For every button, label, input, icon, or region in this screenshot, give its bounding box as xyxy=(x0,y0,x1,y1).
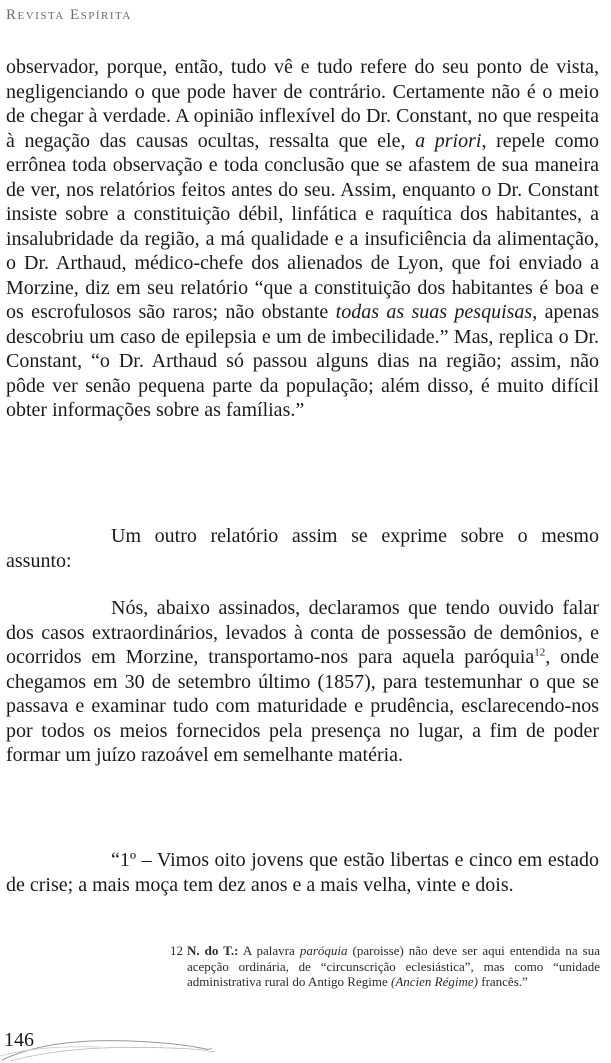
footnote-reference-12[interactable]: 12 xyxy=(534,646,546,659)
page-number: 146 xyxy=(4,1029,34,1051)
footnote xyxy=(170,943,600,990)
paragraph-4: “1º – Vimos oito jovens que estão libertas e cinco em estado de crise; a mais moça tem dez anos e a mais velha, vinte e dois. xyxy=(6,849,599,896)
footnote-text xyxy=(187,943,600,990)
paragraph-3-part-a: Nós, abaixo assinados, declaramos que tendo ouvido falar dos casos extraordinários, levados à conta de possessão de demônios, e ocorridos em Morzine, transportamo-nos para aquela paróquia xyxy=(6,597,599,668)
footnote-part-a: A palavra xyxy=(238,943,300,958)
paragraph-3 xyxy=(6,596,599,768)
paragraph-1-italic-a-priori: a priori xyxy=(415,129,482,152)
paragraph-1-part-c: , repele como errônea toda observação e toda conclusão que se afastem de sua maneira de ver, nos relatórios feitos antes do seu. Assim, enquanto o Dr. Constant insiste sobre a constituição débil, linfática e raquítica dos habitantes, a insalubridade da região, a má qualidade e a insuficiência da alimentação, o Dr. Arthaud, médico-chefe dos alienados de Lyon, que foi enviado a Morzine, diz em seu relatório “que a constituição dos habitantes é boa e os escrofulosos são raros; não obstante xyxy=(6,129,600,323)
footnote-italic-paroquia: paróquia xyxy=(299,943,348,958)
paragraph-1 xyxy=(6,55,599,423)
footnote-part-e: francês.” xyxy=(477,974,528,989)
footnote-label: N. do T.: xyxy=(187,943,239,958)
footnote-number: 12 xyxy=(170,943,183,958)
paragraph-1-part-e: , apenas descobriu um caso de epilepsia e um de imbecilidade.” Mas, replica o Dr. Constant, “o Dr. Arthaud só passou alguns dias na região; assim, não pôde ver senão pequena parte da população; além disso, é muito difícil obter informações sobre as famílias.” xyxy=(6,301,599,421)
decorative-swoosh xyxy=(0,1034,220,1062)
paragraph-1-part-a: observador, porque, então, tudo vê e tudo refere do seu ponto de vista, negligenciando o que pode haver de contrário. Certamente não é o meio de chegar à verdade. A opinião inflexível do Dr. Constant, no que respeita à negação das causas ocultas, ressalta que ele, xyxy=(6,56,599,152)
paragraph-1-italic-pesquisas: todas as suas pesquisas xyxy=(335,301,533,323)
running-head: Revista Espírita xyxy=(6,7,132,23)
footnote-part-c: (paroisse) não deve ser aqui entendida na sua acepção ordinária, de “circunscrição eclesiástica”, mas como “unidade administrativa rural do Antigo Regime xyxy=(187,943,600,989)
footnote-italic-ancien-regime: (Ancien Régime) xyxy=(391,974,478,989)
paragraph-3-part-b: , onde chegamos em 30 de setembro último (1857), para testemunhar o que se passava e examinar tudo com maturidade e prudência, esclarecendo-nos por todos os meios fornecidos pela presença no lugar, a fim de poder formar um juízo razoável em semelhante matéria. xyxy=(6,646,599,766)
paragraph-2: Um outro relatório assim se exprime sobre o mesmo assunto: xyxy=(6,525,599,572)
